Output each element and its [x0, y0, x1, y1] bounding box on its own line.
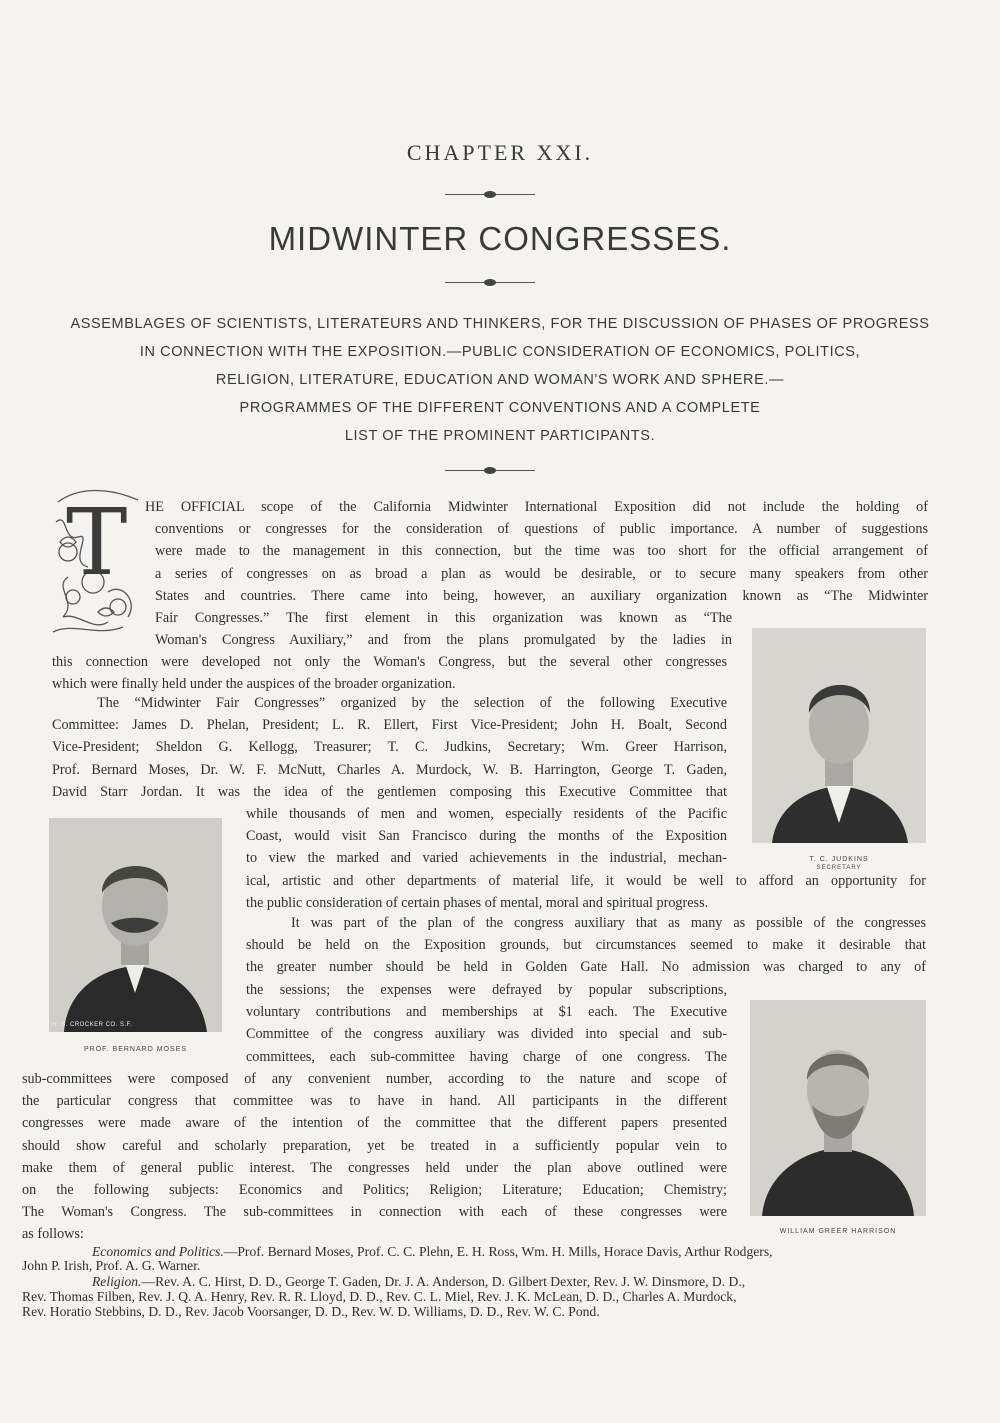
synopsis-line: LIST OF THE PROMINENT PARTICIPANTS. — [344, 428, 656, 444]
text-line: Woman's Congress Auxiliary,” and from the plans promulgated by the ladies in — [155, 632, 732, 649]
page-title: MIDWINTER CONGRESSES. — [268, 220, 732, 257]
text-line: while thousands of men and women, especially residents of the Pacific — [246, 806, 727, 822]
text-line: ical, artistic and other departments of material life, it would be well to afford an opportunity for — [246, 873, 926, 889]
text-line: were made to the management in this connection, but the time was too short for the official arrangement of — [155, 543, 928, 560]
list-names: —Prof. Bernard Moses, Prof. C. C. Plehn, E. H. Ross, Wm. H. Mills, Horace Davis, Arthur Rodgers, — [223, 1244, 773, 1259]
paragraph — [22, 1068, 727, 1246]
photo-imprint: H. S. CROCKER CO. S.F. — [52, 1022, 133, 1028]
text-line: voluntary contributions and memberships at $1 each. The Executive — [246, 1004, 727, 1021]
text-line: the sessions; the expenses were defrayed by popular subscriptions, — [246, 982, 727, 998]
text-line: a series of congresses on as broad a plan as would be desirable, or to secure many speakers from other — [155, 565, 928, 582]
text-line: John P. Irish, Prof. A. G. Warner. — [22, 1258, 201, 1273]
photo-caption: PROF. BERNARD MOSES — [83, 1046, 187, 1053]
paragraph — [246, 912, 926, 979]
committee-list-religion — [92, 1275, 745, 1289]
list-label: Religion. — [92, 1274, 142, 1289]
text-line: Vice-President; Sheldon G. Kellogg, Treasurer; T. C. Judkins, Secretary; Wm. Greer Harrison, — [52, 739, 727, 756]
text-line: States and countries. There came into being, however, an auxiliary organization known as “The Midwinter — [155, 587, 928, 604]
text-line: Rev. Thomas Filben, Rev. J. Q. A. Henry, Rev. R. R. Lloyd, D. D., Rev. C. L. Miel, Rev. J. K. McLean, D. D., Charles A. Murdock, — [22, 1289, 737, 1304]
paragraph — [52, 651, 727, 695]
text-line: should be held on the Exposition grounds, but circumstances seemed to make it desirable that — [246, 937, 926, 954]
paragraph — [155, 607, 732, 651]
paragraph — [52, 692, 727, 803]
ornamental-rule — [445, 466, 535, 476]
chapter-heading: CHAPTER XXI. — [406, 140, 594, 165]
text-line: The “Midwinter Fair Congresses” organized by the selection of the following Executive — [97, 695, 727, 711]
text-line: conventions or congresses for the consideration of questions of public importance. A number of suggestions — [155, 521, 928, 538]
text-line: committees, each sub-committee having charge of one congress. The — [246, 1048, 727, 1065]
text-line: David Starr Jordan. It was the idea of the gentlemen composing this Executive Committee that — [52, 783, 727, 800]
text-line: HE OFFICIAL scope of the California Midwinter International Exposition did not include the holding of — [145, 499, 928, 515]
caption-name: T. C. JUDKINS — [809, 856, 869, 863]
synopsis-line: PROGRAMMES OF THE DIFFERENT CONVENTIONS AND A COMPLETE — [239, 400, 761, 416]
text-line: sub-committees were composed of any convenient number, according to the nature and scope of — [22, 1071, 727, 1087]
synopsis-line: ASSEMBLAGES OF SCIENTISTS, LITERATEURS AND THINKERS, FOR THE DISCUSSION OF PHASES OF PROGRESS — [70, 316, 930, 332]
text-line: which were finally held under the auspices of the broader organization. — [52, 676, 456, 693]
list-label: Economics and Politics. — [92, 1244, 224, 1259]
text-line: Prof. Bernard Moses, Dr. W. F. McNutt, Charles A. Murdock, W. B. Harrington, George T. Gaden, — [52, 761, 727, 778]
photo-caption: WILLIAM GREER HARRISON — [779, 1228, 897, 1235]
ornamental-rule — [445, 190, 535, 200]
text-line: on the following subjects: Economics and Politics; Religion; Literature; Education; Chemistry; — [22, 1181, 727, 1198]
drop-cap-letter: T — [66, 489, 128, 596]
ornamental-drop-cap — [48, 482, 148, 637]
committee-list-economics — [92, 1245, 773, 1259]
text-line: this connection were developed not only the Woman's Congress, but the several other congresses — [52, 654, 727, 670]
text-line: It was part of the plan of the congress auxiliary that as many as possible of the congresses — [291, 915, 926, 931]
synopsis-line: IN CONNECTION WITH THE EXPOSITION.—PUBLIC CONSIDERATION OF ECONOMICS, POLITICS, — [139, 344, 861, 360]
text-line: The Woman's Congress. The sub-committees in connection with each of these congresses were — [22, 1204, 727, 1221]
paragraph — [246, 870, 926, 914]
list-names: —Rev. A. C. Hirst, D. D., George T. Gaden, Dr. J. A. Anderson, D. Gilbert Dexter, Rev. J. W. Dinsmore, D. D., — [141, 1274, 746, 1289]
text-line: to view the marked and varied achievements in the industrial, mechan- — [246, 850, 727, 867]
text-line: as follows: — [22, 1226, 84, 1243]
text-line: Fair Congresses.” The first element in this organization was known as “The — [155, 610, 732, 626]
text-line: the particular congress that committee was to have in hand. All participants in the different — [22, 1093, 727, 1110]
text-line: Committee of the congress auxiliary was divided into special and sub- — [246, 1026, 727, 1043]
portrait-harrison — [750, 1000, 926, 1216]
text-line: Rev. Horatio Stebbins, D. D., Rev. Jacob Voorsanger, D. D., Rev. W. D. Williams, D. D., Rev. W. C. Pond. — [22, 1304, 600, 1319]
synopsis-line: RELIGION, LITERATURE, EDUCATION AND WOMAN'S WORK AND SPHERE.— — [215, 372, 785, 388]
text-line: make them of general public interest. The congresses held under the plan above outlined were — [22, 1159, 727, 1176]
portrait-moses — [49, 818, 222, 1032]
paragraph — [145, 496, 928, 607]
text-line: congresses were made aware of the intention of the committee that the different papers presented — [22, 1115, 727, 1132]
ornamental-rule — [445, 278, 535, 288]
photo-caption — [752, 855, 926, 873]
paragraph — [246, 979, 727, 1068]
text-line: Committee: James D. Phelan, President; L. R. Ellert, First Vice-President; John H. Boalt, Second — [52, 717, 727, 734]
text-line: the public consideration of certain phases of mental, moral and spiritual progress. — [246, 895, 709, 912]
portrait-icon — [750, 1000, 926, 1216]
caption-role: SECRETARY — [816, 865, 862, 871]
paragraph — [246, 803, 727, 870]
text-line: Coast, would visit San Francisco during the months of the Exposition — [246, 828, 727, 845]
text-line: the greater number should be held in Golden Gate Hall. No admission was charged to any of — [246, 959, 926, 976]
portrait-icon — [49, 818, 222, 1032]
text-line: should show careful and scholarly preparation, yet be treated in a sufficiently popular vein to — [22, 1137, 727, 1154]
chapter-synopsis — [40, 310, 960, 450]
portrait-judkins — [752, 628, 926, 843]
portrait-icon — [752, 628, 926, 843]
